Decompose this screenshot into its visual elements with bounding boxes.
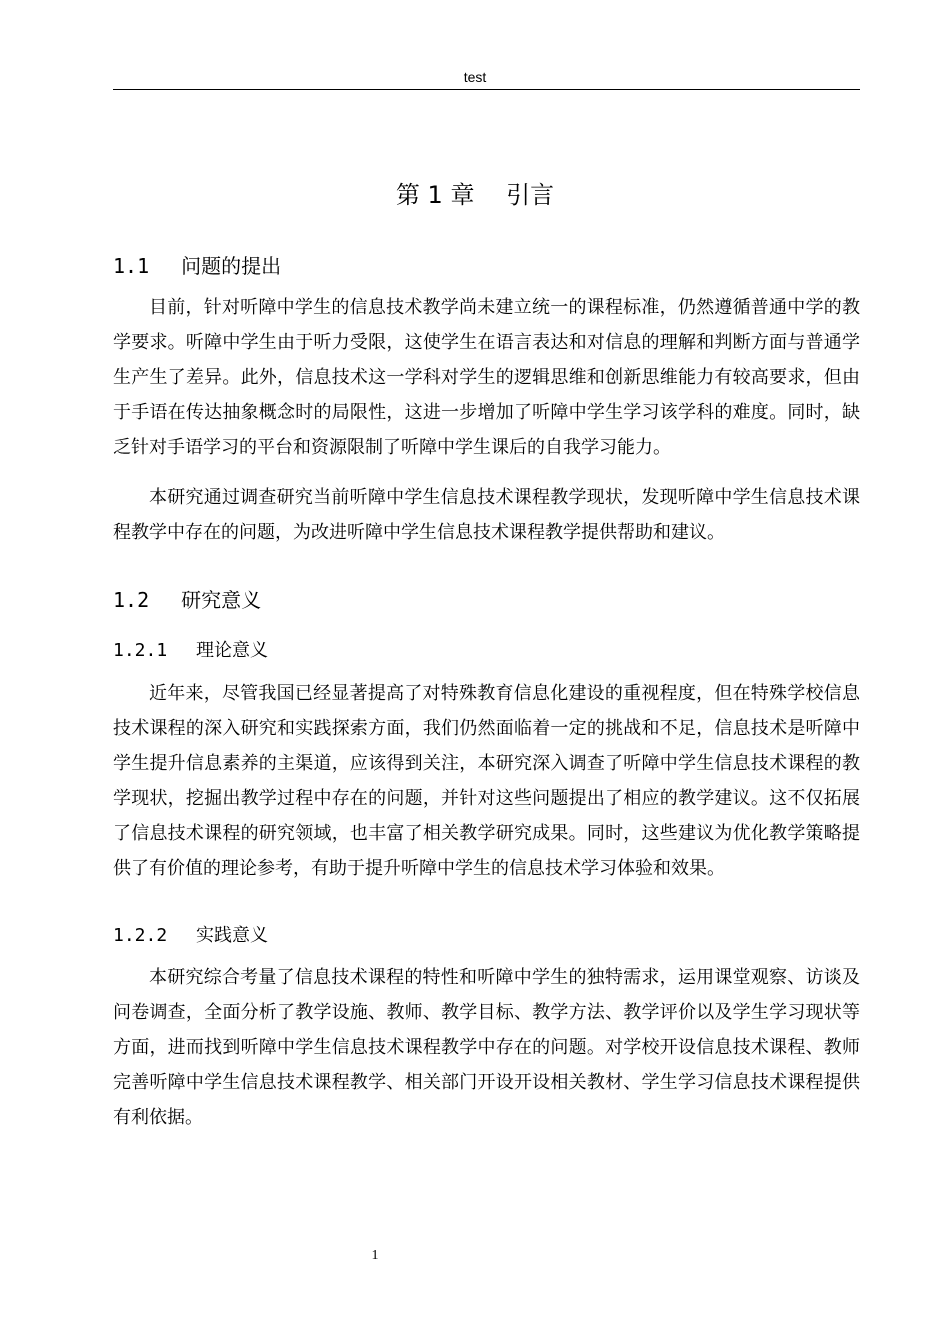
chapter-title: 第 1 章 引言 xyxy=(395,181,555,209)
paragraph-1-1-1: 目前，针对听障中学生的信息技术教学尚未建立统一的课程标准，仍然遵循普通中学的教学要求。听障中学生由于听力受限，这使学生在语言表达和对信息的理解和判断方面与普通学生产生了差异。此外，信息技术这一学科对学生的逻辑思维和创新思维能力有较高要求，但由于手语在传达抽象概念时的局限性，这进一步增加了听障中学生学习该学科的难度。同时，缺乏针对手语学习的平台和资源限制了听障中学生课后的自我学习能力。 xyxy=(113,297,860,458)
page-number: 1 xyxy=(371,1248,379,1263)
paragraph-1-2-2: 本研究综合考量了信息技术课程的特性和听障中学生的独特需求，运用课堂观察、访谈及问卷调查，全面分析了教学设施、教师、教学目标、教学方法、教学评价以及学生学习现状等方面，进而找到听障中学生信息技术课程教学中存在的问题。对学校开设信息技术课程、教师完善听障中学生信息技术课程教学、相关部门开设开设相关教材、学生学习信息技术课程提供有利依据。 xyxy=(113,967,860,1128)
section-heading-1-1: 1.1 问题的提出 xyxy=(113,254,282,278)
subsection-heading-1-2-2: 1.2.2 实践意义 xyxy=(113,925,269,946)
subsection-heading-1-2-1: 1.2.1 理论意义 xyxy=(113,640,269,661)
section-heading-1-2: 1.2 研究意义 xyxy=(113,588,262,612)
paragraph-1-1-2: 本研究通过调查研究当前听障中学生信息技术课程教学现状，发现听障中学生信息技术课程教学中存在的问题，为改进听障中学生信息技术课程教学提供帮助和建议。 xyxy=(113,487,860,543)
page-header: test xyxy=(463,69,487,85)
header-rule xyxy=(113,89,860,90)
paragraph-1-2-1: 近年来，尽管我国已经显著提高了对特殊教育信息化建设的重视程度，但在特殊学校信息技术课程的深入研究和实践探索方面，我们仍然面临着一定的挑战和不足，信息技术是听障中学生提升信息素养的主渠道，应该得到关注，本研究深入调查了听障中学生信息技术课程的教学现状，挖掘出教学过程中存在的问题，并针对这些问题提出了相应的教学建议。这不仅拓展了信息技术课程的研究领域，也丰富了相关教学研究成果。同时，这些建议为优化教学策略提供了有价值的理论参考，有助于提升听障中学生的信息技术学习体验和效果。 xyxy=(113,683,860,879)
